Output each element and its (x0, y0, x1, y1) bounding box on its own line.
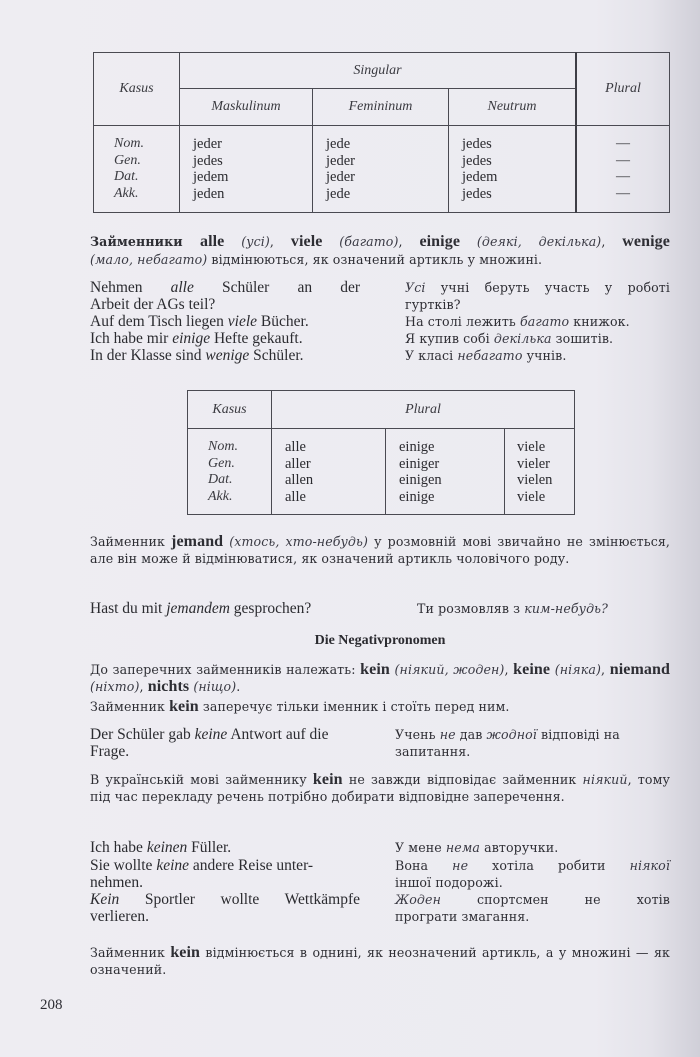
form: alle (285, 488, 306, 505)
example-line: Arbeit der AGs teil? (90, 296, 216, 313)
keyword: kein (169, 698, 199, 715)
emphasis: не (439, 727, 456, 742)
header-kasus: Kasus (94, 53, 180, 126)
case-labels (188, 429, 272, 515)
text: Hast du mit (90, 600, 167, 617)
text: Ich habe mir (90, 330, 173, 347)
translation: (багато) (339, 234, 399, 249)
form: einige (399, 488, 435, 505)
translation: (усі) (241, 234, 270, 249)
emphasis: не (452, 858, 469, 873)
case-akk: Akk. (114, 185, 139, 201)
example-line: Sie wollte keine andere Reise unter- (90, 857, 314, 874)
text: Ich habe (90, 839, 147, 856)
emphasis: keine (194, 726, 228, 743)
emphasis: декілька (493, 331, 552, 346)
text: До заперечних займенників належать: (90, 662, 361, 677)
translation: (мало, небагато) (90, 252, 208, 267)
case-dat: Dat. (114, 169, 139, 184)
form: jeden (193, 185, 225, 202)
keyword: kein (360, 661, 390, 678)
keyword: wenige (622, 233, 670, 250)
subheader-femininum: Femininum (313, 89, 449, 126)
example-line: Жоден спортсмен не хотів (395, 892, 670, 907)
header-kasus: Kasus (188, 391, 272, 429)
keyword: viele (290, 233, 323, 250)
text: не завжди відповідає займенник (342, 772, 583, 787)
form: jedes (462, 185, 492, 202)
translation: (ніяка) (554, 662, 601, 677)
example-line: Kein Sportler wollte Wettkämpfe (90, 891, 360, 908)
form: vielen (517, 472, 553, 488)
text: Nehmen (90, 279, 171, 296)
plural-forms (576, 126, 670, 213)
case-dat: Dat. (208, 472, 233, 487)
case-gen: Gen. (208, 455, 235, 471)
section-title: Die Negativpronomen (314, 633, 446, 648)
text: gesprochen? (229, 600, 312, 617)
header-singular: Singular (180, 53, 577, 89)
case-nom: Nom. (114, 136, 144, 151)
text: Учень (395, 727, 440, 742)
form: einige (399, 439, 435, 455)
example-line (395, 857, 670, 874)
emphasis: Жоден (395, 892, 441, 907)
form: jeder (326, 152, 355, 169)
keyword: alle (199, 233, 225, 250)
case-gen: Gen. (114, 152, 141, 168)
dash: — (616, 152, 630, 168)
header-plural: Plural (272, 391, 575, 429)
text: Bücher. (257, 313, 309, 330)
dash: — (616, 136, 630, 151)
form: einiger (399, 455, 440, 472)
emphasis: нема (445, 840, 481, 855)
einige-forms (386, 429, 505, 515)
example-line (405, 313, 670, 330)
example-line: nehmen. (90, 874, 143, 891)
translation: (ніщо) (193, 679, 237, 694)
text: книжок. (569, 314, 630, 329)
text: In der Klasse sind (90, 347, 206, 364)
emphasis: ким-небудь? (524, 601, 608, 616)
form: viele (517, 439, 546, 455)
emphasis: viele (227, 313, 258, 330)
emphasis: alle (170, 279, 194, 296)
jeder-declension-table (93, 52, 670, 213)
form: jedes (193, 152, 223, 169)
form: jede (326, 136, 351, 152)
emphasis: jemandem (166, 600, 230, 617)
text: відмінюється в однині, як неозначений артикль, а у множині — як означений. (90, 945, 670, 977)
text: Займенник (90, 945, 171, 960)
text: у розмовній мові звичайно не змінюється, але він може й відмінюватися, як означений артикль чоловічого роду. (90, 534, 671, 566)
keyword: kein (170, 944, 201, 961)
text: учнів. (522, 348, 567, 363)
emphasis: Kein (90, 891, 120, 908)
text: Ти розмовляв з (417, 601, 525, 616)
form: jedes (462, 152, 492, 169)
text: Der Schüler gab (90, 726, 195, 743)
text: заперечує тільки іменник і стоїть перед ним. (198, 699, 510, 714)
femininum-forms (313, 126, 449, 213)
text: відповіді на запитання. (395, 727, 620, 759)
form: vieler (517, 455, 551, 472)
form: viele (517, 488, 546, 505)
case-nom: Nom. (208, 439, 238, 454)
emphasis: Усі (405, 280, 426, 295)
paragraph-alle-viele-line2 (90, 251, 670, 268)
emphasis: keinen (146, 839, 188, 856)
text: У мене (395, 840, 446, 855)
text: В українській мові займеннику (90, 772, 313, 787)
form: allen (285, 472, 314, 488)
maskulinum-forms (180, 126, 313, 213)
case-labels (94, 126, 180, 213)
form: jedes (462, 136, 492, 152)
translation: (ніякий, жоден) (394, 662, 505, 677)
example-line: verlieren. (90, 908, 149, 925)
emphasis: ніякої (629, 858, 670, 873)
viele-forms (505, 429, 575, 515)
example-jemand-ukrainian (417, 600, 677, 617)
form: jedem (193, 169, 229, 185)
example-line: гуртків? (405, 297, 461, 312)
alle-forms (272, 429, 386, 515)
text: Antwort auf die Frage. (90, 726, 329, 760)
examples-ukrainian-2 (395, 839, 670, 925)
translation: (деякі, декілька) (476, 234, 602, 249)
form: jedem (462, 169, 498, 185)
keyword: einige (419, 233, 461, 250)
form: einigen (399, 472, 442, 488)
text: відмінюються, як означений артикль у множині. (207, 252, 543, 267)
emphasis: багато (520, 314, 570, 329)
example-line: Усі учні беруть участь у роботі (405, 280, 670, 295)
example-line (90, 313, 360, 330)
form: jeder (326, 169, 355, 185)
text: Sie wollte (90, 857, 157, 874)
case-akk: Akk. (208, 488, 233, 504)
subheader-maskulinum: Maskulinum (180, 89, 313, 126)
example-keine-german (90, 726, 370, 760)
text: Füller. (187, 839, 232, 856)
text: авторучки. (480, 840, 559, 855)
text: Я купив собі (405, 331, 494, 346)
text: Займенник (90, 534, 172, 549)
keyword: nichts (147, 678, 190, 695)
emphasis: keine (156, 857, 190, 874)
example-line: програти змагання. (395, 909, 530, 924)
header-plural: Plural (576, 53, 670, 126)
example-keine-ukrainian (395, 726, 670, 760)
paragraph-kein-position (90, 698, 670, 715)
example-line (90, 839, 360, 856)
example-line (90, 347, 360, 364)
example-line (405, 330, 670, 347)
paragraph-alle-viele: Займенники alle (усі), viele (багато), einige (деякі, декілька), wenige (90, 233, 670, 250)
text: Schüler. (249, 347, 304, 364)
paragraph-negativ: До заперечних займенників належать: kein (ніякий, жоден), keine (ніяка), niemand (ніхто), nichts (ніщо). (90, 661, 670, 695)
examples-german-1 (90, 279, 360, 364)
examples-ukrainian-1 (405, 279, 670, 364)
text: Займенник (90, 699, 170, 714)
form: jeder (193, 136, 222, 152)
example-line: Nehmen alle Schüler an der (90, 279, 360, 296)
text: , тому під час перекладу речень потрібно добирати відповідне заперечення. (90, 772, 670, 804)
keyword: keine (513, 661, 551, 678)
paragraph-kein-declension (90, 944, 670, 978)
example-line (405, 347, 670, 364)
page-number: 208 (40, 997, 63, 1013)
example-line (395, 839, 670, 856)
form: alle (285, 439, 306, 455)
form: aller (285, 455, 311, 472)
form: jede (326, 185, 351, 202)
text: дав (455, 727, 487, 742)
paragraph-jemand (90, 533, 670, 567)
keyword: jemand (171, 533, 224, 550)
translation: (хтось, хто-небудь) (229, 534, 368, 549)
dash: — (616, 169, 630, 184)
emphasis: жодної (486, 727, 537, 742)
dash: — (616, 185, 630, 201)
text: Hefte gekauft. (210, 330, 303, 347)
subheader-neutrum: Neutrum (449, 89, 577, 126)
text: Auf dem Tisch liegen (90, 313, 228, 330)
keyword: kein (312, 771, 343, 788)
examples-german-2 (90, 839, 360, 925)
emphasis: небагато (457, 348, 523, 363)
keyword: niemand (609, 661, 670, 678)
text: Вона (395, 858, 453, 873)
text: зошитів. (551, 331, 614, 346)
plural-declension-table (187, 390, 575, 515)
text: У класі (405, 348, 458, 363)
emphasis: einige (172, 330, 211, 347)
example-line: іншої подорожі. (395, 875, 503, 890)
emphasis: ніякий (582, 772, 628, 787)
example-jemand-german (90, 600, 390, 617)
emphasis: wenige (205, 347, 250, 364)
neutrum-forms (449, 126, 577, 213)
example-line (90, 330, 360, 347)
paragraph-translation-note (90, 771, 670, 805)
text: хотіла робити (468, 858, 630, 873)
text: Займенники (90, 234, 200, 249)
text: На столі лежить (405, 314, 520, 329)
translation: (ніхто) (90, 679, 140, 694)
